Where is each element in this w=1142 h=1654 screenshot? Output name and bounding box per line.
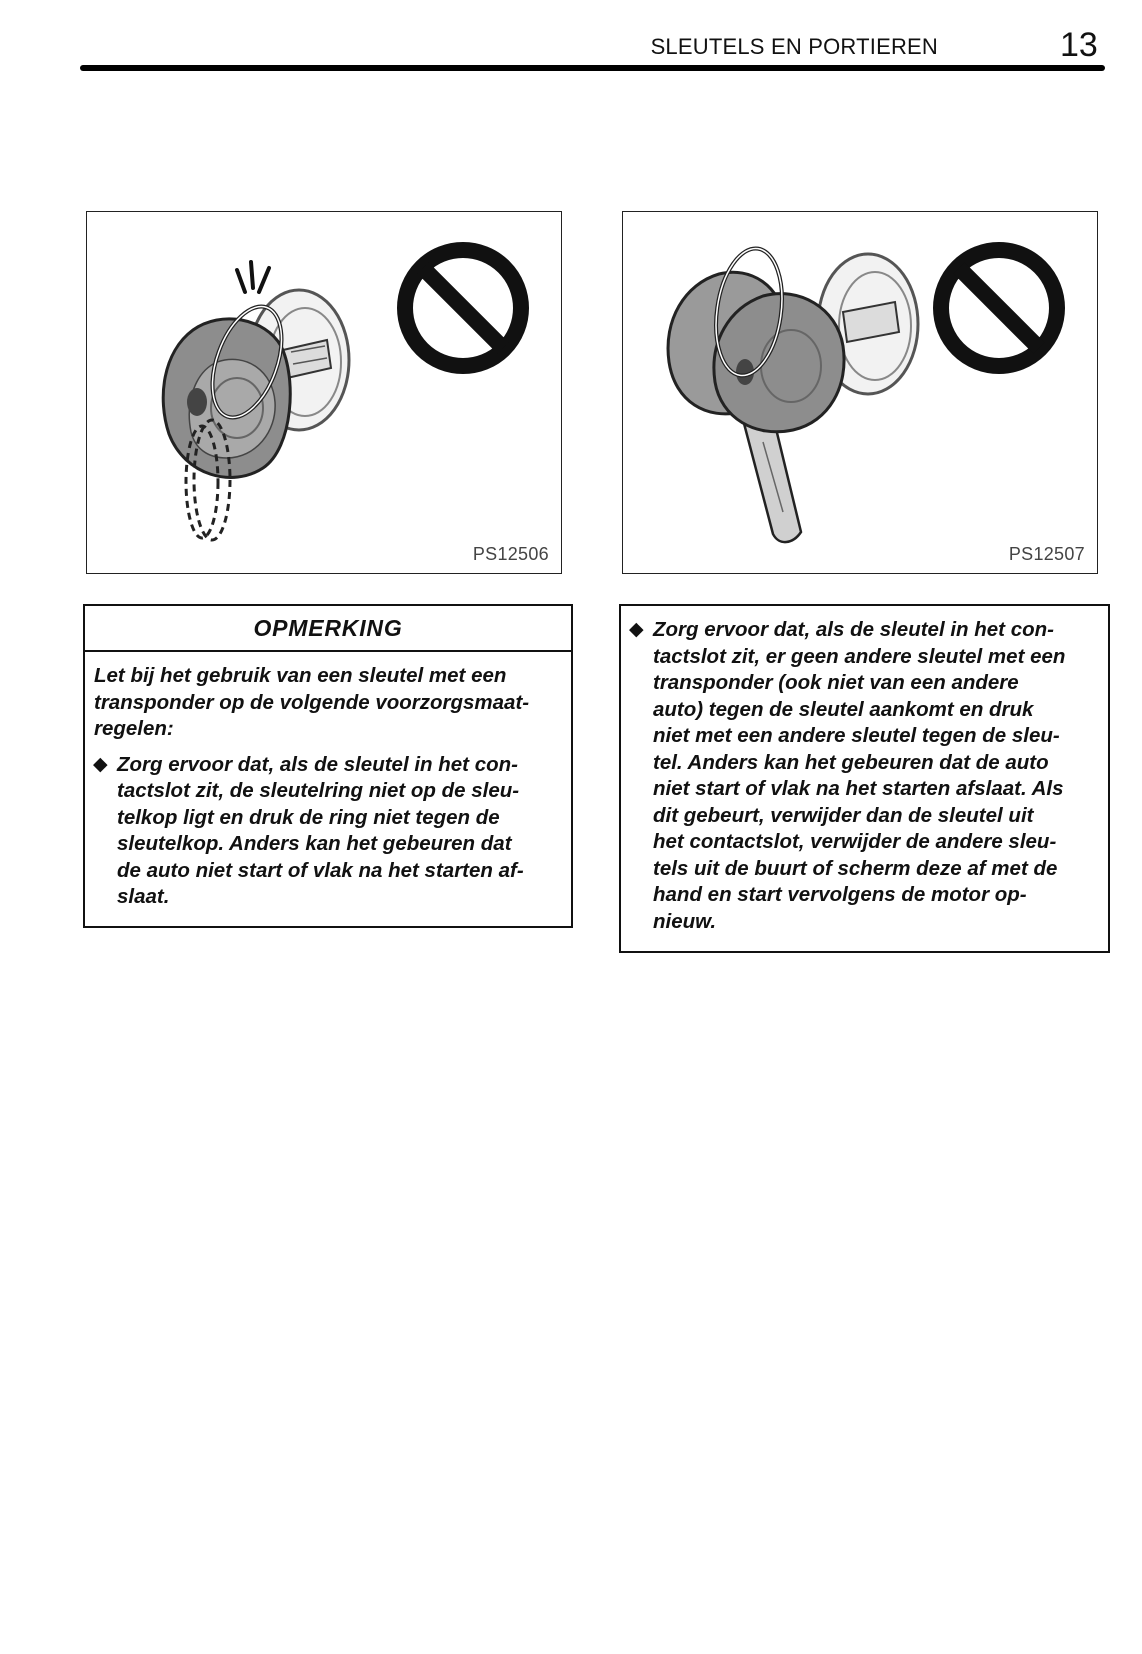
note-line: tel. Anders kan het gebeuren dat de auto bbox=[653, 750, 1049, 774]
note-line: auto) tegen de sleutel aankomt en druk bbox=[653, 697, 1034, 721]
note-line: nieuw. bbox=[653, 909, 717, 933]
figure-code: PS12506 bbox=[472, 544, 549, 564]
note-line: hand en start vervolgens de motor op- bbox=[653, 883, 1027, 906]
note-line: niet start of vlak na het starten afslaat. Als bbox=[653, 777, 1064, 800]
header-rule bbox=[80, 65, 1105, 71]
prohibition-sign-icon bbox=[941, 250, 1057, 366]
note-bullet-item bbox=[629, 617, 1098, 935]
note-line: het contactslot, verwijder de andere sleu- bbox=[653, 830, 1057, 853]
prohibition-sign-icon bbox=[405, 250, 521, 366]
note-box-opmerking bbox=[83, 604, 573, 928]
note-line: de auto niet start of vlak na het starten af- bbox=[117, 858, 524, 882]
two-keys-illustration bbox=[623, 212, 1098, 574]
note-line: Let bij het gebruik van een sleutel met een bbox=[94, 664, 507, 687]
note-line: slaat. bbox=[117, 885, 170, 908]
diamond-bullet-icon: ◆ bbox=[629, 619, 644, 640]
note-line: transponder (ook niet van een andere bbox=[653, 671, 1019, 694]
figure-two-keys-warning bbox=[622, 211, 1098, 574]
note-bullet-item bbox=[93, 752, 561, 911]
note-line: regelen: bbox=[94, 717, 174, 740]
figure-key-ring-warning bbox=[86, 211, 562, 574]
note-line: tels uit de buurt of scherm deze af met de bbox=[653, 856, 1058, 880]
note-line: dit gebeurt, verwijder dan de sleutel uit bbox=[653, 803, 1034, 827]
note-heading: OPMERKING bbox=[85, 606, 571, 652]
note-line: tactslot zit, de sleutelring niet op de sleu- bbox=[117, 779, 520, 802]
note-line: sleutelkop. Anders kan het gebeuren dat bbox=[117, 832, 512, 855]
note-box-continued bbox=[619, 604, 1110, 953]
figure-code: PS12507 bbox=[1008, 544, 1085, 564]
note-line: telkop ligt en druk de ring niet tegen de bbox=[117, 805, 500, 829]
note-intro bbox=[94, 663, 561, 743]
note-line: Zorg ervoor dat, als de sleutel in het con- bbox=[653, 618, 1054, 641]
section-title: SLEUTELS EN PORTIEREN bbox=[650, 34, 938, 59]
note-line: Zorg ervoor dat, als de sleutel in het con- bbox=[117, 752, 518, 776]
note-line: transponder op de volgende voorzorgsmaat- bbox=[94, 690, 530, 714]
diamond-bullet-icon: ◆ bbox=[93, 753, 108, 775]
note-line: niet met een andere sleutel tegen de sleu- bbox=[653, 724, 1060, 747]
note-line: tactslot zit, er geen andere sleutel met een bbox=[653, 644, 1066, 668]
key-ring-illustration bbox=[87, 212, 562, 574]
page-number: 13 bbox=[1060, 26, 1098, 64]
